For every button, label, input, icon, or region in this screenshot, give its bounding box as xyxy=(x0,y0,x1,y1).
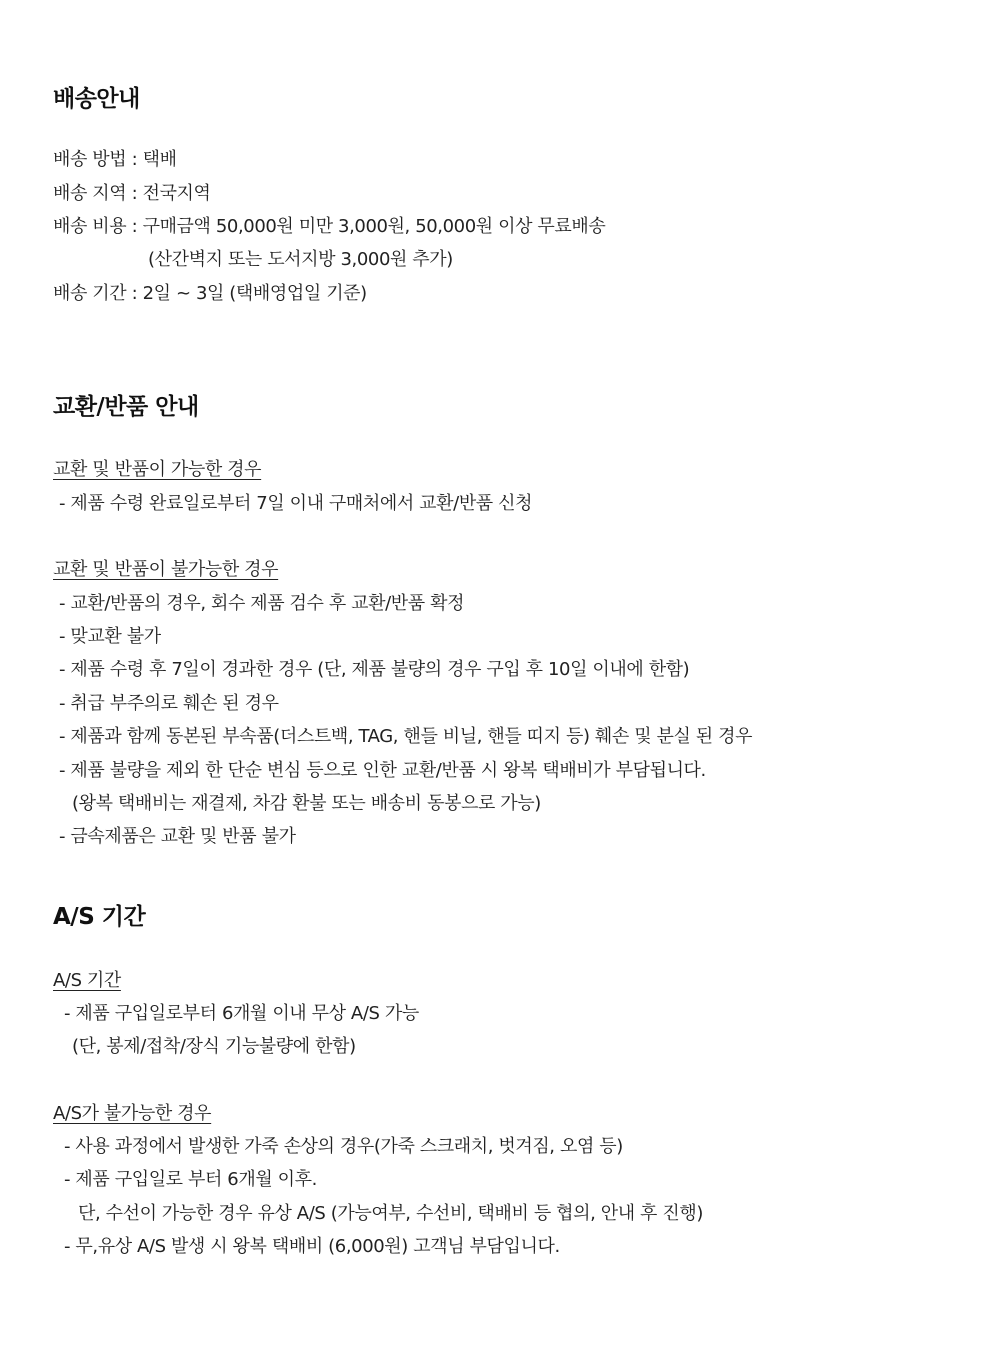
shipping-title: 배송안내 xyxy=(53,86,140,112)
exchange-impossible-item: - 제품 불량을 제외 한 단순 변심 등으로 인한 교환/반품 시 왕복 택배비가 부담됩니다. xyxy=(59,760,706,781)
exchange-impossible-item: - 맞교환 불가 xyxy=(59,626,161,647)
shipping-period: 배송 기간 : 2일 ~ 3일 (택배영업일 기준) xyxy=(53,283,367,304)
exchange-possible-heading: 교환 및 반품이 가능한 경우 xyxy=(53,459,262,480)
exchange-impossible-item: - 취급 부주의로 훼손 된 경우 xyxy=(59,693,279,714)
exchange-impossible-item: - 금속제품은 교환 및 반품 불가 xyxy=(59,826,296,847)
exchange-possible-item: - 제품 수령 완료일로부터 7일 이내 구매처에서 교환/반품 신청 xyxy=(59,493,533,514)
as-impossible-item: - 사용 과정에서 발생한 가죽 손상의 경우(가죽 스크래치, 벗겨짐, 오염 등) xyxy=(64,1136,623,1157)
as-impossible-note: 단, 수선이 가능한 경우 유상 A/S (가능여부, 수선비, 택배비 등 협의, 안내 후 진행) xyxy=(78,1203,703,1224)
shipping-cost-note: (산간벽지 또는 도서지방 3,000원 추가) xyxy=(148,249,453,270)
as-period-heading: A/S 기간 xyxy=(53,970,121,991)
as-title: A/S 기간 xyxy=(53,904,146,930)
exchange-title: 교환/반품 안내 xyxy=(53,394,199,420)
exchange-impossible-item: - 제품 수령 후 7일이 경과한 경우 (단, 제품 불량의 경우 구입 후 10일 이내에 한함) xyxy=(59,659,690,680)
shipping-method: 배송 방법 : 택배 xyxy=(53,149,177,170)
as-impossible-item: - 제품 구입일로 부터 6개월 이후. xyxy=(64,1169,317,1190)
exchange-impossible-item: - 제품과 함께 동본된 부속품(더스트백, TAG, 핸들 비닐, 핸들 띠지 등) 훼손 및 분실 된 경우 xyxy=(59,726,753,747)
exchange-impossible-note: (왕복 택배비는 재결제, 차감 환불 또는 배송비 동봉으로 가능) xyxy=(72,793,541,814)
as-period-item: - 제품 구입일로부터 6개월 이내 무상 A/S 가능 xyxy=(64,1003,419,1024)
as-impossible-heading: A/S가 불가능한 경우 xyxy=(53,1103,212,1124)
shipping-cost: 배송 비용 : 구매금액 50,000원 미만 3,000원, 50,000원 이상 무료배송 xyxy=(53,216,606,237)
shipping-area: 배송 지역 : 전국지역 xyxy=(53,183,211,204)
exchange-impossible-item: - 교환/반품의 경우, 회수 제품 검수 후 교환/반품 확정 xyxy=(59,593,465,614)
as-impossible-item: - 무,유상 A/S 발생 시 왕복 택배비 (6,000원) 고객님 부담입니다. xyxy=(64,1236,560,1257)
exchange-impossible-heading: 교환 및 반품이 불가능한 경우 xyxy=(53,559,279,580)
as-period-note: (단, 봉제/접착/장식 기능불량에 한함) xyxy=(72,1036,356,1057)
